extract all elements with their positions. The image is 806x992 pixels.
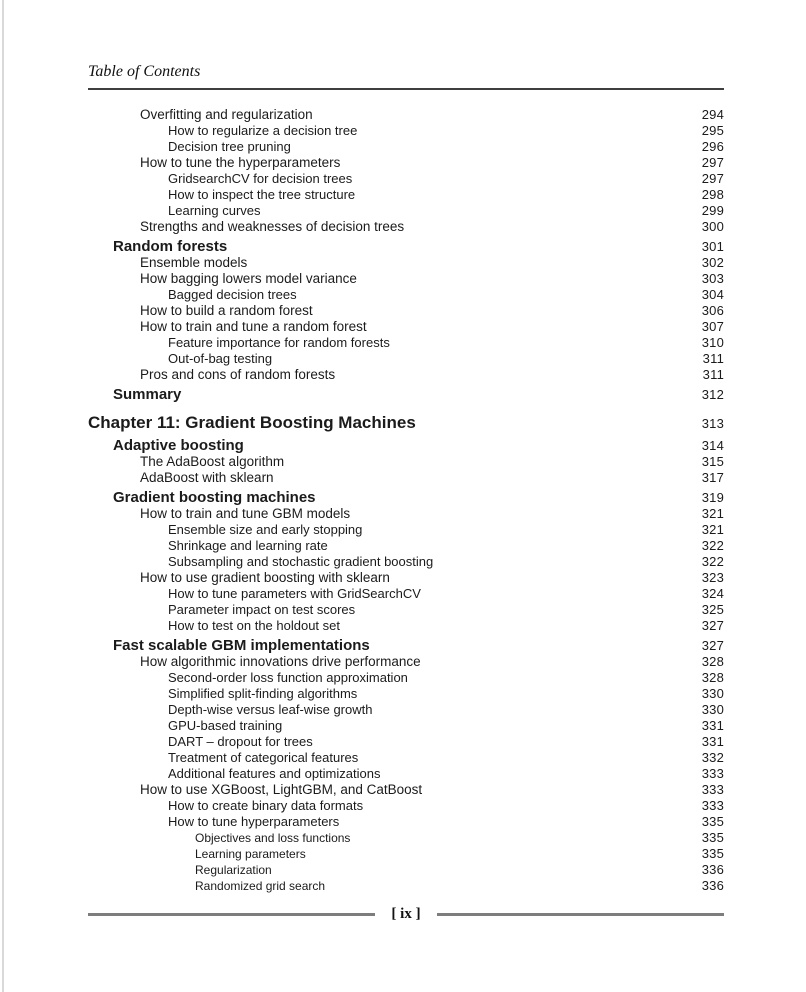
toc-entry-page: 331	[701, 734, 724, 749]
toc-entry-page: 317	[701, 470, 724, 485]
toc-entry-page: 307	[701, 319, 724, 334]
toc-entry-page: 300	[701, 219, 724, 234]
toc-entry-page: 324	[701, 586, 724, 601]
toc-entry-page: 323	[701, 570, 724, 585]
toc-entry-label: Bagged decision trees	[168, 287, 297, 302]
toc-entry	[88, 862, 724, 878]
toc-entry-label: Simplified split-finding algorithms	[168, 686, 358, 701]
page-number: [ ix ]	[391, 906, 421, 922]
toc-entry-label: Learning curves	[168, 203, 261, 218]
toc-entry-page: 302	[701, 255, 724, 270]
toc-entry	[88, 522, 724, 538]
toc-entry-label: GridsearchCV for decision trees	[168, 171, 353, 186]
toc-entry-label: AdaBoost with sklearn	[140, 470, 274, 485]
toc-entry-label: How to regularize a decision tree	[168, 123, 358, 138]
toc-entry-label: How to train and tune a random forest	[140, 319, 367, 334]
toc-entry-label: Chapter 11: Gradient Boosting Machines	[88, 413, 416, 432]
toc-entry	[88, 303, 724, 319]
toc-entry	[88, 570, 724, 586]
toc-entry	[88, 814, 724, 830]
toc-entry-label: How to build a random forest	[140, 303, 313, 318]
toc-entry	[88, 413, 724, 434]
toc-entry-label: Objectives and loss functions	[195, 831, 351, 845]
toc-entry	[88, 454, 724, 470]
toc-entry	[88, 798, 724, 814]
toc-entry	[88, 782, 724, 798]
toc-entry-label: Overfitting and regularization	[140, 107, 313, 122]
toc-entry	[88, 830, 724, 846]
toc-entry-page: 333	[701, 766, 724, 781]
toc-entry	[88, 351, 724, 367]
toc-entry-label: How to train and tune GBM models	[140, 506, 351, 521]
toc-entry-label: How to test on the holdout set	[168, 618, 340, 633]
toc-entry-page: 313	[701, 416, 724, 431]
toc-entry-label: How to inspect the tree structure	[168, 187, 356, 202]
header-rule	[88, 88, 724, 90]
toc-entry	[88, 171, 724, 187]
toc-entry-label: Out-of-bag testing	[168, 351, 273, 366]
toc-entry	[88, 846, 724, 862]
toc-entry	[88, 654, 724, 670]
toc-entry	[88, 470, 724, 486]
toc-entry	[88, 618, 724, 634]
toc-entry-page: 304	[701, 287, 724, 302]
toc-entry-page: 314	[701, 438, 724, 453]
toc-entry	[88, 367, 724, 383]
toc-entry-page: 330	[701, 702, 724, 717]
toc-entry-page: 333	[701, 782, 724, 797]
toc-entry-page: 301	[701, 239, 724, 254]
toc-entry	[88, 586, 724, 602]
toc-entry	[88, 766, 724, 782]
toc-entry-label: Second-order loss function approximation	[168, 670, 408, 685]
toc-entry-label: Adaptive boosting	[113, 437, 244, 454]
toc-entry-label: Pros and cons of random forests	[140, 367, 336, 382]
toc-entry	[88, 287, 724, 303]
toc-entry-page: 330	[701, 686, 724, 701]
toc-entry-label: The AdaBoost algorithm	[140, 454, 285, 469]
toc-entry-label: DART – dropout for trees	[168, 734, 313, 749]
page-header	[88, 62, 724, 90]
toc-entry	[88, 187, 724, 203]
toc-entry-label: Subsampling and stochastic gradient boosting	[168, 554, 434, 569]
toc-entry-page: 321	[701, 522, 724, 537]
toc-entry-page: 297	[701, 171, 724, 186]
toc-entry-label: How algorithmic innovations drive performance	[140, 654, 421, 669]
toc-entry-page: 331	[701, 718, 724, 733]
page-header-title: Table of Contents	[88, 63, 201, 80]
toc-entry-label: Additional features and optimizations	[168, 766, 381, 781]
toc-entry-page: 325	[701, 602, 724, 617]
toc-entry-label: How to use XGBoost, LightGBM, and CatBoost	[140, 782, 423, 797]
toc-entry	[88, 219, 724, 235]
toc-entry-page: 321	[701, 506, 724, 521]
toc-entry	[88, 670, 724, 686]
toc-entry-label: Random forests	[113, 238, 228, 255]
page-edge-line	[2, 0, 4, 992]
toc-entry	[88, 437, 724, 454]
toc-entry	[88, 602, 724, 618]
toc-entry-page: 336	[701, 878, 724, 893]
toc-entry	[88, 238, 724, 255]
toc-entry-page: 306	[701, 303, 724, 318]
toc-entry-page: 299	[701, 203, 724, 218]
toc-entry-page: 322	[701, 554, 724, 569]
toc-entry-page: 311	[702, 351, 724, 366]
toc-entry-label: Ensemble models	[140, 255, 248, 270]
toc-entry-label: Treatment of categorical features	[168, 750, 359, 765]
toc-entry-page: 298	[701, 187, 724, 202]
toc-entry	[88, 255, 724, 271]
footer-right-rule	[437, 913, 724, 916]
page-footer	[88, 906, 724, 923]
toc-entry-label: Summary	[113, 386, 182, 403]
toc-entry-page: 335	[701, 814, 724, 829]
toc-entry-page: 327	[701, 638, 724, 653]
toc-entry	[88, 386, 724, 403]
toc-entry-label: Regularization	[195, 863, 272, 877]
toc-list	[88, 107, 724, 894]
toc-entry-label: How to tune the hyperparameters	[140, 155, 341, 170]
toc-entry-label: How bagging lowers model variance	[140, 271, 357, 286]
toc-entry-label: Strengths and weaknesses of decision trees	[140, 219, 405, 234]
toc-entry	[88, 878, 724, 894]
toc-entry-page: 315	[701, 454, 724, 469]
toc-entry-label: Gradient boosting machines	[113, 489, 316, 506]
toc-entry-page: 297	[701, 155, 724, 170]
toc-entry-label: How to tune hyperparameters	[168, 814, 340, 829]
toc-entry-page: 328	[701, 670, 724, 685]
toc-entry-page: 333	[701, 798, 724, 813]
toc-entry-label: How to use gradient boosting with sklearn	[140, 570, 390, 585]
toc-entry	[88, 107, 724, 123]
toc-entry	[88, 335, 724, 351]
toc-entry	[88, 750, 724, 766]
toc-entry	[88, 203, 724, 219]
toc-entry	[88, 734, 724, 750]
toc-entry-label: GPU-based training	[168, 718, 283, 733]
toc-entry-page: 294	[701, 107, 724, 122]
footer-left-rule	[88, 913, 375, 916]
toc-entry-label: Decision tree pruning	[168, 139, 291, 154]
toc-entry	[88, 538, 724, 554]
toc-entry	[88, 554, 724, 570]
toc-entry	[88, 489, 724, 506]
toc-entry-page: 322	[701, 538, 724, 553]
toc-entry-page: 319	[701, 490, 724, 505]
toc-entry-label: How to tune parameters with GridSearchCV	[168, 586, 421, 601]
toc-entry-page: 335	[701, 830, 724, 845]
toc-entry	[88, 155, 724, 171]
toc-entry-label: Fast scalable GBM implementations	[113, 637, 370, 654]
toc-entry-page: 310	[701, 335, 724, 350]
toc-entry	[88, 702, 724, 718]
toc-entry	[88, 506, 724, 522]
toc-entry-page: 312	[701, 387, 724, 402]
toc-entry-page: 335	[701, 846, 724, 861]
toc-entry	[88, 319, 724, 335]
toc-entry-label: Learning parameters	[195, 847, 306, 861]
toc-entry-page: 328	[701, 654, 724, 669]
toc-entry-page: 296	[701, 139, 724, 154]
toc-entry	[88, 123, 724, 139]
toc-entry-label: Feature importance for random forests	[168, 335, 390, 350]
toc-entry	[88, 718, 724, 734]
toc-entry-label: Parameter impact on test scores	[168, 602, 356, 617]
toc-entry	[88, 686, 724, 702]
toc-entry-page: 327	[701, 618, 724, 633]
toc-entry-label: Ensemble size and early stopping	[168, 522, 363, 537]
toc-entry	[88, 271, 724, 287]
toc-entry-label: Depth-wise versus leaf-wise growth	[168, 702, 373, 717]
toc-entry	[88, 139, 724, 155]
toc-entry-page: 332	[701, 750, 724, 765]
toc-entry-page: 303	[701, 271, 724, 286]
toc-entry-label: How to create binary data formats	[168, 798, 364, 813]
toc-entry-label: Shrinkage and learning rate	[168, 538, 328, 553]
toc-entry-page: 295	[701, 123, 724, 138]
toc-entry-label: Randomized grid search	[195, 879, 326, 893]
toc-entry-page: 336	[701, 862, 724, 877]
toc-entry	[88, 637, 724, 654]
toc-entry-page: 311	[702, 367, 724, 382]
